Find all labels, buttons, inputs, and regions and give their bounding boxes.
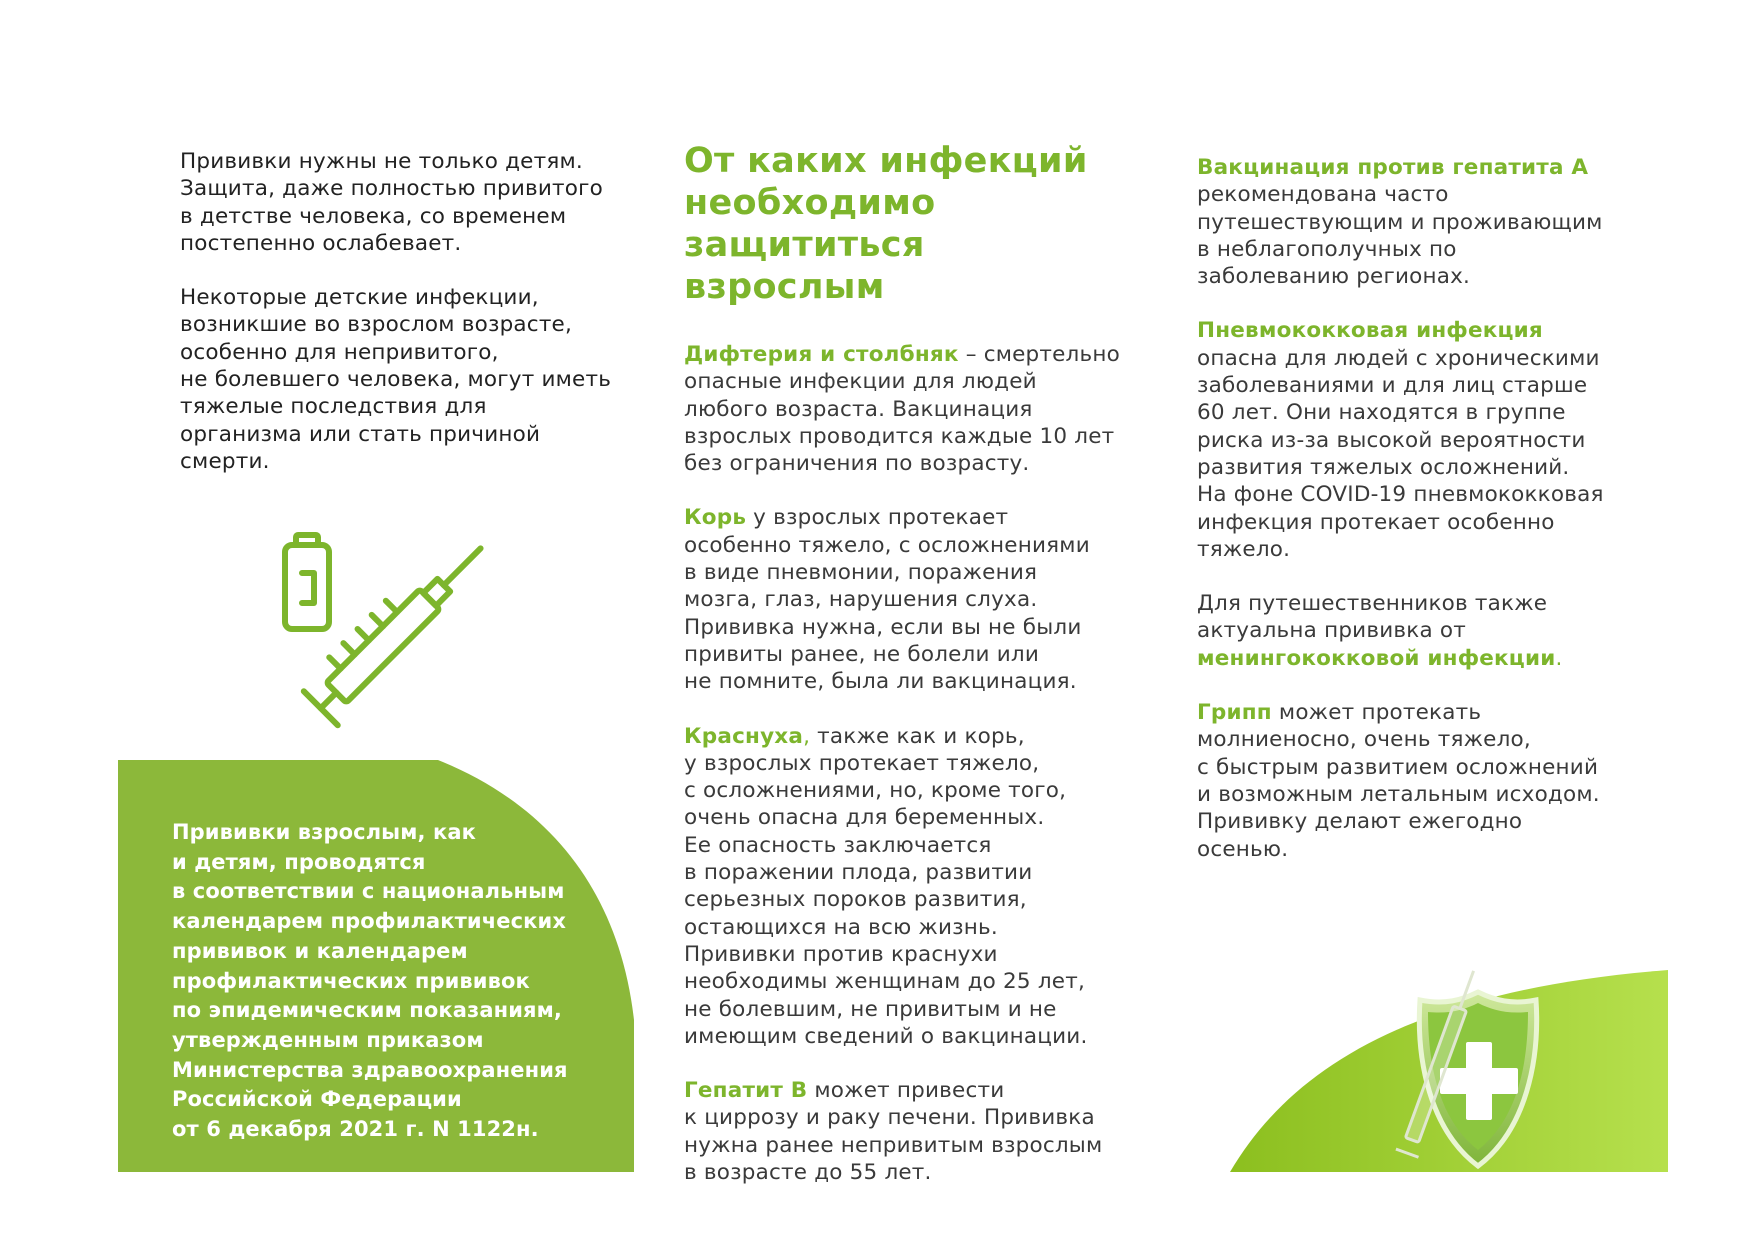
hepatitis-a-paragraph: Вакцинация против гепатита А рекомендована часто путешествующим и проживающим в неблагополучных по заболеванию регионах. bbox=[1197, 155, 1603, 290]
syringe-and-vial-icon bbox=[280, 518, 500, 733]
right-column bbox=[1197, 154, 1627, 863]
term-hepatitis-a: Вакцинация против гепатита А bbox=[1197, 155, 1589, 180]
shield-syringe-cross-icon bbox=[1230, 970, 1668, 1172]
diphtheria-tetanus-paragraph: Дифтерия и столбняк – смертельно опасные инфекции для людей любого возраста. Вакцинация взрослых проводится каждые 10 лет без ограничения по возрасту. bbox=[684, 342, 1120, 477]
flu-paragraph: Грипп может протекать молниеносно, очень тяжело, с быстрым развитием осложнений и возможным летальным исходом. Прививку делают ежегодно осенью. bbox=[1197, 700, 1600, 862]
term-flu: Грипп bbox=[1197, 700, 1272, 726]
children-infections-paragraph: Некоторые детские инфекции, возникшие во взрослом возрасте, особенно для непривитого, не болевшего человека, могут иметь тяжелые последствия для организма или стать причиной смерти. bbox=[180, 285, 612, 474]
intro-paragraph: Прививки нужны не только детям. Защита, даже полностью привитого в детстве человека, со временем постепенно ослабевает. bbox=[180, 149, 603, 256]
hepatitis-b-paragraph: Гепатит В может привести к циррозу и раку печени. Прививка нужна ранее непривитым взрослым в возрасте до 55 лет. bbox=[684, 1078, 1103, 1186]
term-pneumococcal: Пневмококковая инфекция bbox=[1197, 318, 1543, 344]
rubella-paragraph: Краснуха, также как и корь, у взрослых протекает тяжело, с осложнениями, но, кроме того, очень опасна для беременных. Ее опасность заключается в поражении плода, развитии серьезных пороков развития, остающихся на всю жизнь. Прививки против краснухи необходимы женщинам до 25 лет, не болевшим, не привитым и не имеющим сведений о вакцинации. bbox=[684, 723, 1088, 1049]
meningococcal-paragraph: Для путешественников также актуальна прививка от менингококковой инфекции. bbox=[1197, 591, 1563, 671]
left-column bbox=[180, 148, 630, 475]
term-diphtheria-tetanus: Дифтерия и столбняк bbox=[684, 342, 959, 367]
term-rubella: Краснуха bbox=[684, 723, 804, 749]
measles-paragraph: Корь у взрослых протекает особенно тяжело, с осложнениями в виде пневмонии, поражения мозга, глаз, нарушения слуха. Прививка нужна, если вы не были привиты ранее, не болели или не помните, была ли вакцинация. bbox=[684, 505, 1090, 695]
vaccination-calendar-note: Прививки взрослым, как и детям, проводятся в соответствии с национальным календарем профилактических прививок и календарем профилактических прививок по эпидемическим показаниям, утвержденным приказом Министерства здравоохранения Российской Федерации от 6 декабря 2021 г. N 1122н. bbox=[172, 820, 568, 1142]
pneumococcal-paragraph: Пневмококковая инфекция опасна для людей с хроническими заболеваниями и для лиц старше 60 лет. Они находятся в группе риска из-за высокой вероятности развития тяжелых осложнений. На фоне COVID-19 пневмококковая инфекция протекает особенно тяжело. bbox=[1197, 318, 1604, 562]
term-hepatitis-b: Гепатит В bbox=[684, 1078, 808, 1104]
middle-column bbox=[684, 140, 1124, 1186]
term-meningococcal: менингококковой инфекции bbox=[1197, 645, 1556, 671]
term-measles: Корь bbox=[684, 505, 747, 531]
section-heading: От каких инфекций необходимо защититься взрослым bbox=[684, 141, 1088, 307]
